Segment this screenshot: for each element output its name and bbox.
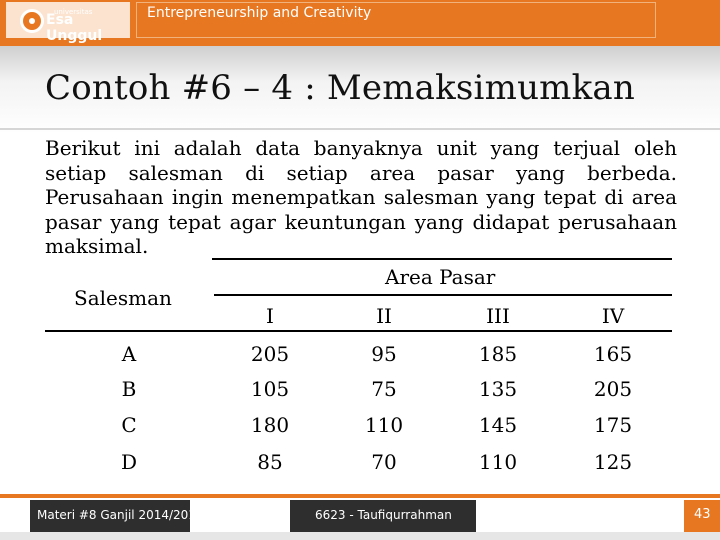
slide-title: Contoh #6 – 4 : Memaksimumkan [45,68,635,108]
title-divider [0,128,720,130]
table-cell: 175 [593,413,633,437]
table-sub-rule [214,294,672,296]
table-cell: 185 [478,342,518,366]
table-cell: 205 [593,377,633,401]
row-label: C [121,413,137,437]
footer-left-text: Materi #8 Ganjil 2014/2015 [37,508,204,522]
table-cell: 180 [250,413,290,437]
logo-text: Esa Unggul [46,12,103,44]
table-cell: 110 [478,450,518,474]
header-bar [0,0,720,46]
footer-bottom-strip [0,532,720,540]
logo-small-text: universitas [54,8,93,16]
table-cell: 165 [593,342,633,366]
table-cell: 75 [371,377,397,401]
footer-middle-text: 6623 - Taufiqurrahman [315,508,452,522]
table-header-rule [45,330,672,332]
table-cell: 70 [371,450,397,474]
footer-course-info [30,500,204,532]
page-number: 43 [694,507,711,522]
course-title: Entrepreneurship and Creativity [147,5,372,21]
table-cell: 145 [478,413,518,437]
logo-emblem-icon [20,9,44,33]
university-logo [6,2,130,44]
table-cell: 135 [478,377,518,401]
row-label: A [121,342,137,366]
table-cell: 85 [257,450,283,474]
page-number-badge [684,500,720,532]
footer-author [290,500,476,532]
table-cell: 125 [593,450,633,474]
footer-accent-line [0,494,720,498]
column-header-iii: III [486,304,510,328]
slide-paragraph: Berikut ini adalah data banyaknya unit yang terjual oleh setiap salesman di setiap area pasar yang berbeda. Perusahaan ingin menempatkan salesman yang tepat di area pasar yang tepat agar keuntungan yang didapat perusahaan maksimal. [45,136,677,258]
table-cell: 95 [371,342,397,366]
row-label: D [120,450,138,474]
column-header-iv: IV [601,304,625,328]
row-label: B [121,377,137,401]
table-cell: 110 [364,413,404,437]
table-top-rule [212,258,672,260]
column-header-ii: II [376,304,392,328]
table-cell: 105 [250,377,290,401]
table-cell: 205 [250,342,290,366]
area-pasar-header: Area Pasar [385,265,496,289]
column-header-i: I [266,304,274,328]
salesman-header: Salesman [74,286,172,310]
